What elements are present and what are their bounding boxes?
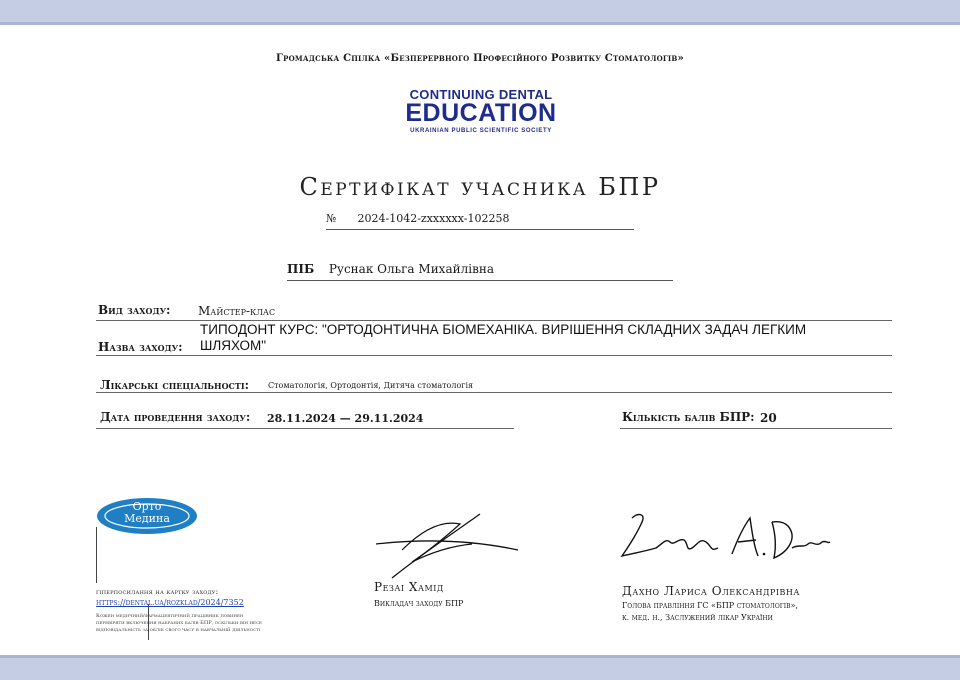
logo-line-1: CONTINUING DENTAL — [409, 87, 553, 102]
lecturer-role: Викладач заходу БПР — [374, 599, 464, 608]
logo-line-3: UKRAINIAN PUBLIC SCIENTIFIC SOCIETY — [410, 128, 552, 134]
ortho-medina-text — [96, 501, 198, 525]
event-type: Майстер-клас — [198, 304, 276, 318]
chair-signature — [612, 508, 832, 568]
bottom-border-band — [0, 658, 960, 680]
lecturer-name: Резаі Хамід — [374, 580, 444, 594]
event-name: ТИПОДОНТ КУРС: "ОРТОДОНТИЧНА БІОМЕХАНІКА. ВИРІШЕННЯ СКЛАДНИХ ЗАДАЧ ЛЕГКИМ ШЛЯХОМ" — [200, 322, 807, 353]
date-rule — [96, 428, 514, 429]
certificate-number-row — [326, 212, 634, 230]
event-card-link[interactable]: https://dental.ua/rozklad/2024/7352 — [96, 598, 244, 607]
number-label: № — [326, 212, 337, 225]
points-rule — [620, 428, 892, 429]
top-border-line — [0, 22, 960, 25]
participant-label: ПІБ — [287, 262, 315, 276]
ortho-line-2: Медина — [124, 512, 170, 525]
logo-line-2: EDUCATION — [405, 99, 557, 127]
date-label: Дата проведення заходу: — [100, 410, 251, 424]
event-type-rule — [96, 320, 892, 321]
event-name-rule — [96, 355, 892, 356]
event-date: 28.11.2024 — 29.11.2024 — [267, 412, 424, 425]
points-value: 20 — [760, 411, 777, 425]
ortho-line-1: Орто — [132, 500, 162, 513]
cde-logo — [397, 88, 565, 138]
certificate-title: Сертифікат учасника БПР — [299, 173, 661, 201]
link-label: гіперпосилання на картку заходу: — [96, 587, 219, 596]
points-label: Кількість балів БПР: — [622, 410, 755, 424]
society-name: Громадська Спілка «Безперервного Професійного Розвитку Стоматологів» — [276, 53, 684, 64]
divider-line — [96, 527, 97, 583]
event-name-label: Назва заходу: — [98, 340, 183, 354]
certificate-number: 2024-1042-zxxxxxx-102258 — [357, 212, 510, 225]
responsibility-note: Кожен медичний/фармацевтичний працівник повинен перевіряти включення набраних балів БПР, оскільки він несе відповідальність за облік свого часу в навчальній діяльності — [96, 613, 262, 633]
top-border-band — [0, 0, 960, 22]
event-type-label: Вид заходу: — [98, 303, 171, 317]
specialties: Стоматологія, Ортодонтія, Дитяча стоматологія — [268, 381, 474, 390]
participant-name: Руснак Ольга Михайлівна — [328, 262, 494, 276]
chair-name: Дахно Лариса Олександрівна — [622, 584, 800, 598]
specialties-label: Лікарські спеціальності: — [100, 378, 250, 392]
participant-row — [287, 262, 673, 281]
lecturer-signature — [372, 510, 522, 586]
chair-role-line-1: Голова правління ГС «БПР стоматологів», — [622, 601, 798, 610]
chair-role-line-2: к. мед. н., Заслужений лікар України — [622, 613, 773, 622]
specialties-rule — [96, 392, 892, 393]
